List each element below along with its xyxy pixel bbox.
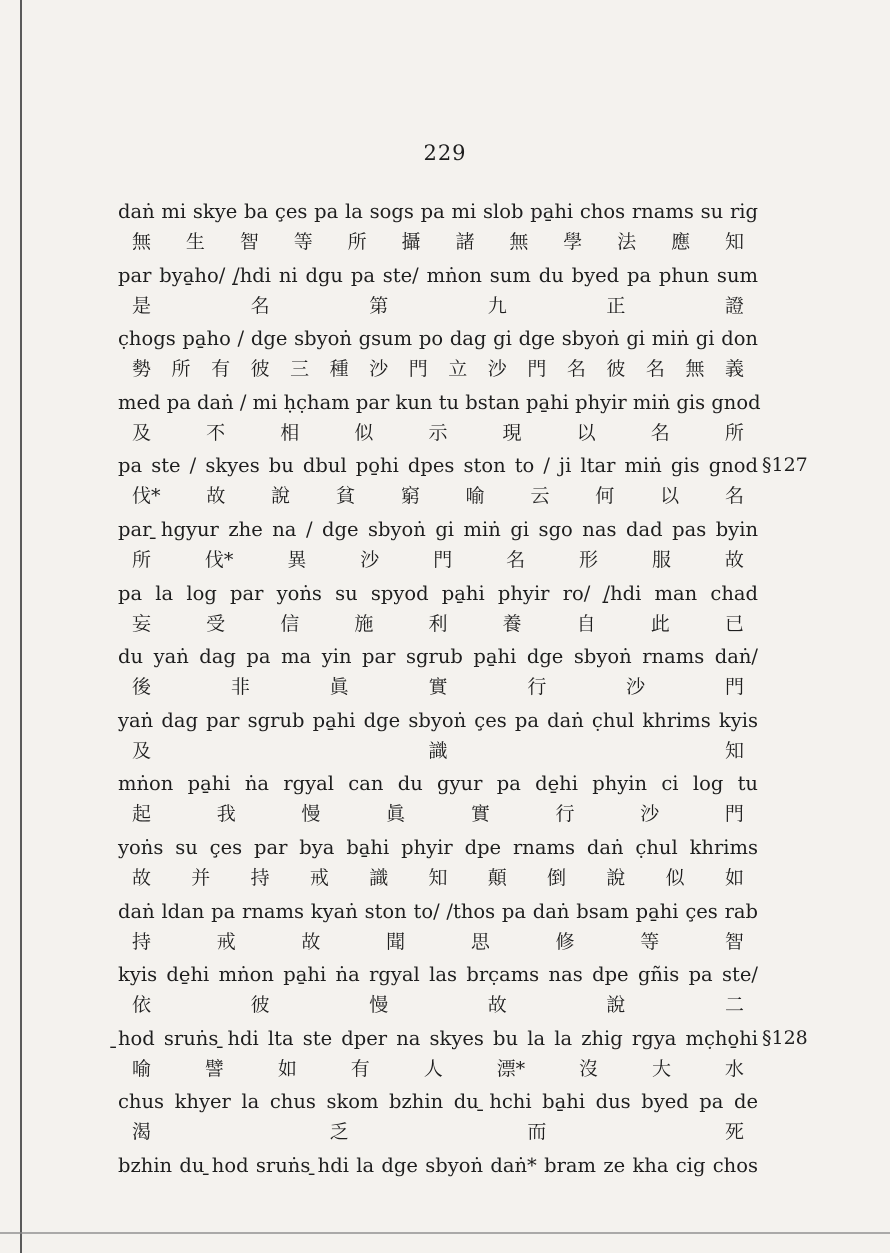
text-line-pair: [118, 1150, 758, 1214]
chinese-character: 沙: [626, 676, 646, 699]
chinese-character: 學: [563, 231, 583, 253]
chinese-line: [118, 291, 758, 321]
chinese-character: 知: [724, 739, 744, 762]
chinese-character: 死: [724, 1121, 744, 1144]
text-line-pair: [118, 832, 758, 896]
chinese-character: 應: [671, 231, 691, 253]
text-line-pair: [118, 260, 758, 324]
chinese-character: 名: [566, 358, 586, 381]
text-line-pair: [118, 514, 758, 578]
chinese-character: 自: [576, 612, 596, 635]
text-line-pair: [118, 641, 758, 705]
chinese-character: 持: [132, 930, 152, 953]
chinese-character: 門: [408, 358, 428, 381]
chinese-character: 妄: [132, 612, 152, 635]
chinese-character: 九: [487, 294, 507, 317]
chinese-character: 眞: [386, 803, 406, 826]
chinese-character: 戒: [216, 930, 236, 953]
chinese-character: 已: [724, 612, 744, 635]
chinese-line: [118, 799, 758, 829]
text-line-pair: [118, 387, 761, 451]
section-reference: §127: [762, 454, 808, 477]
chinese-character: 眞: [329, 676, 349, 699]
chinese-character: 說: [271, 485, 291, 508]
chinese-character: 及: [132, 739, 152, 762]
chinese-character: 實: [470, 803, 490, 826]
chinese-character: 戒: [309, 866, 329, 889]
chinese-character: 依: [132, 994, 152, 1017]
page-bottom-edge: [0, 1232, 890, 1234]
chinese-character: 思: [470, 930, 490, 953]
chinese-line: [118, 927, 758, 957]
chinese-character: 故: [206, 485, 226, 508]
chinese-character: 沙: [640, 803, 660, 826]
chinese-character: 識: [369, 866, 389, 889]
chinese-character: 窮: [400, 485, 420, 508]
chinese-character: 喻: [465, 485, 485, 508]
chinese-character: 三: [290, 358, 310, 381]
chinese-character: 無: [509, 231, 529, 253]
chinese-character: 無: [132, 231, 152, 253]
chinese-character: 而: [527, 1121, 547, 1144]
chinese-character: 知: [428, 866, 448, 889]
chinese-character: 名: [724, 485, 744, 508]
text-line-pair: [118, 768, 758, 832]
chinese-character: 施: [354, 612, 374, 635]
chinese-character: 無: [685, 358, 705, 381]
chinese-line: [118, 418, 758, 448]
chinese-line: [118, 1181, 758, 1211]
chinese-character: 喻: [132, 1057, 152, 1080]
chinese-character: 沙: [360, 548, 380, 571]
chinese-character: 故: [132, 866, 152, 889]
tibetan-line: yoṅs su çes par bya ba̱hi phyir dpe rnams daṅ c̣hul khrims: [118, 835, 758, 859]
binding-edge-line: [20, 0, 22, 1253]
chinese-character: 受: [206, 612, 226, 635]
chinese-character: 非: [230, 676, 250, 699]
chinese-character: 沒: [579, 1057, 599, 1080]
chinese-character: 慢: [369, 994, 389, 1017]
chinese-character: 起: [132, 803, 152, 826]
chinese-line: [118, 1054, 758, 1084]
chinese-character: 等: [640, 930, 660, 953]
chinese-character: 貧: [335, 485, 355, 508]
tibetan-line: ̱hod sruṅs ̱hdi lta ste dper na skyes bu la la zhig rgya mc̣ho̱hi: [118, 1026, 758, 1050]
tibetan-line: du yaṅ dag pa ma yin par sgrub pa̱hi dge sbyoṅ rnams daṅ/: [118, 645, 758, 669]
chinese-character: 說: [606, 866, 626, 889]
chinese-character: 異: [287, 548, 307, 571]
chinese-character: 第: [369, 294, 389, 317]
chinese-character: 似: [665, 866, 685, 889]
chinese-character: 名: [506, 548, 526, 571]
chinese-character: 以: [576, 421, 596, 444]
tibetan-line: mṅon pa̱hi ṅa rgyal can du gyur pa de̱hi phyin ci log tu: [118, 772, 758, 796]
chinese-character: 利: [428, 612, 448, 635]
chinese-character: 慢: [301, 803, 321, 826]
chinese-character: 服: [651, 548, 671, 571]
chinese-character: 云: [530, 485, 550, 508]
chinese-character: 形: [579, 548, 599, 571]
tibetan-line: bzhin du ̱hod sruṅs ̱hdi la dge sbyoṅ daṅ* bram ze kha cig chos: [118, 1153, 758, 1177]
tibetan-line: yaṅ dag par sgrub pa̱hi dge sbyoṅ çes pa daṅ c̣hul khrims kyis: [118, 708, 758, 732]
chinese-character: 智: [239, 231, 259, 253]
tibetan-line: kyis de̱hi mṅon pa̱hi ṅa rgyal las brc̣ams nas dpe gñis pa ste/: [118, 963, 758, 987]
chinese-character: 所: [132, 548, 152, 571]
chinese-character: 行: [527, 676, 547, 699]
chinese-character: 相: [280, 421, 300, 444]
chinese-character: 及: [132, 421, 152, 444]
text-line-pair: [118, 705, 758, 769]
tibetan-line: pa la log par yoṅs su spyod pa̱hi phyir ro/ /̱hdi man chad: [118, 581, 758, 605]
chinese-character: 二: [724, 994, 744, 1017]
chinese-character: 乏: [329, 1121, 349, 1144]
chinese-character: 證: [724, 294, 744, 317]
text-line-pair: [118, 578, 758, 642]
chinese-character: 漂*: [496, 1057, 526, 1080]
chinese-character: 所: [724, 421, 744, 444]
chinese-character: 不: [206, 421, 226, 444]
chinese-character: 沙: [369, 358, 389, 381]
text-line-pair: [118, 896, 758, 960]
chinese-line: [118, 545, 758, 575]
chinese-character: 諸: [455, 231, 475, 253]
chinese-character: 譬: [204, 1057, 224, 1080]
chinese-character: 生: [185, 231, 205, 253]
chinese-character: 名: [645, 358, 665, 381]
page-number: 229: [423, 141, 467, 165]
tibetan-line: par bya̱ho/ /̱hdi ni dgu pa ste/ mṅon sum du byed pa phun sum: [118, 263, 758, 287]
chinese-character: 彼: [606, 358, 626, 381]
chinese-character: 何: [595, 485, 615, 508]
chinese-character: 門: [724, 803, 744, 826]
chinese-character: 并: [191, 866, 211, 889]
chinese-character: 法: [617, 231, 637, 253]
chinese-character: 修: [555, 930, 575, 953]
chinese-character: 以: [660, 485, 680, 508]
chinese-character: 彼: [250, 358, 270, 381]
chinese-character: 種: [329, 358, 349, 381]
chinese-character: 似: [354, 421, 374, 444]
chinese-character: 知: [724, 231, 744, 253]
chinese-character: 此: [650, 612, 670, 635]
chinese-character: 伐*: [132, 485, 161, 508]
chinese-character: 伐*: [204, 548, 234, 571]
chinese-character: 人: [423, 1057, 443, 1080]
tibetan-line: pa ste / skyes bu dbul po̱hi dpes ston to / ji ltar miṅ gis gnod: [118, 454, 758, 478]
tibetan-line: c̣hogs pa̱ho / dge sbyoṅ gsum po dag gi dge sbyoṅ gi miṅ gi don: [118, 327, 758, 351]
chinese-character: 顛: [487, 866, 507, 889]
chinese-character: 立: [448, 358, 468, 381]
chinese-character: 是: [132, 294, 152, 317]
chinese-character: 聞: [386, 930, 406, 953]
interlinear-text: [118, 196, 808, 1214]
chinese-character: 等: [293, 231, 313, 253]
chinese-line: [118, 354, 758, 384]
chinese-character: 信: [280, 612, 300, 635]
chinese-character: 所: [171, 358, 191, 381]
chinese-character: 勢: [132, 358, 152, 381]
chinese-line: [118, 672, 758, 702]
chinese-character: 識: [428, 739, 448, 762]
chinese-character: 示: [428, 421, 448, 444]
chinese-line: [118, 863, 758, 893]
chinese-character: 說: [606, 994, 626, 1017]
chinese-character: 所: [347, 231, 367, 253]
chinese-character: 有: [211, 358, 231, 381]
tibetan-line: daṅ ldan pa rnams kyaṅ ston to/ /thos pa daṅ bsam pa̱hi çes rab: [118, 899, 758, 923]
text-line-pair: [118, 1086, 758, 1150]
chinese-line: [118, 1117, 758, 1147]
chinese-character: 名: [250, 294, 270, 317]
chinese-line: [118, 990, 758, 1020]
tibetan-line: daṅ mi skye ba çes pa la sogs pa mi slob pa̱hi chos rnams su rig: [118, 200, 758, 223]
chinese-character: 義: [724, 358, 744, 381]
chinese-character: 故: [487, 994, 507, 1017]
section-reference: §128: [762, 1026, 808, 1049]
chinese-character: 名: [650, 421, 670, 444]
chinese-line: [118, 609, 758, 639]
chinese-line: [118, 736, 758, 766]
chinese-character: 智: [724, 930, 744, 953]
chinese-character: 倒: [547, 866, 567, 889]
chinese-line: [118, 481, 758, 511]
chinese-character: 養: [502, 612, 522, 635]
chinese-character: 後: [132, 676, 152, 699]
chinese-character: 沙: [487, 358, 507, 381]
text-line-pair: [118, 323, 758, 387]
chinese-character: 正: [606, 294, 626, 317]
chinese-character: 實: [428, 676, 448, 699]
chinese-character: 行: [555, 803, 575, 826]
chinese-character: 渴: [132, 1121, 152, 1144]
chinese-character: 大: [651, 1057, 671, 1080]
chinese-character: 門: [724, 676, 744, 699]
chinese-character: 如: [724, 866, 744, 889]
chinese-character: 故: [301, 930, 321, 953]
chinese-character: 門: [527, 358, 547, 381]
chinese-character: 門: [433, 548, 453, 571]
text-line-pair: [118, 959, 758, 1023]
tibetan-line: med pa daṅ / mi ḥc̣ham par kun tu bstan pa̱hi phyir miṅ gis gnod: [118, 390, 761, 414]
text-line-pair: [118, 450, 808, 514]
chinese-character: 彼: [250, 994, 270, 1017]
text-line-pair: [118, 1023, 808, 1087]
chinese-character: 攝: [401, 231, 421, 253]
tibetan-line: chus khyer la chus skom bzhin du ̱hchi ba̱hi dus byed pa de: [118, 1090, 758, 1114]
chinese-character: 水: [724, 1057, 744, 1080]
tibetan-line: par ̱hgyur zhe na / dge sbyoṅ gi miṅ gi sgo nas dad pas byin: [118, 517, 758, 541]
chinese-character: 有: [350, 1057, 370, 1080]
chinese-character: 現: [502, 421, 522, 444]
text-line-pair: [118, 196, 758, 260]
chinese-line: [118, 227, 758, 257]
chinese-character: 持: [250, 866, 270, 889]
chinese-character: 如: [277, 1057, 297, 1080]
chinese-character: 故: [724, 548, 744, 571]
chinese-character: 我: [216, 803, 236, 826]
